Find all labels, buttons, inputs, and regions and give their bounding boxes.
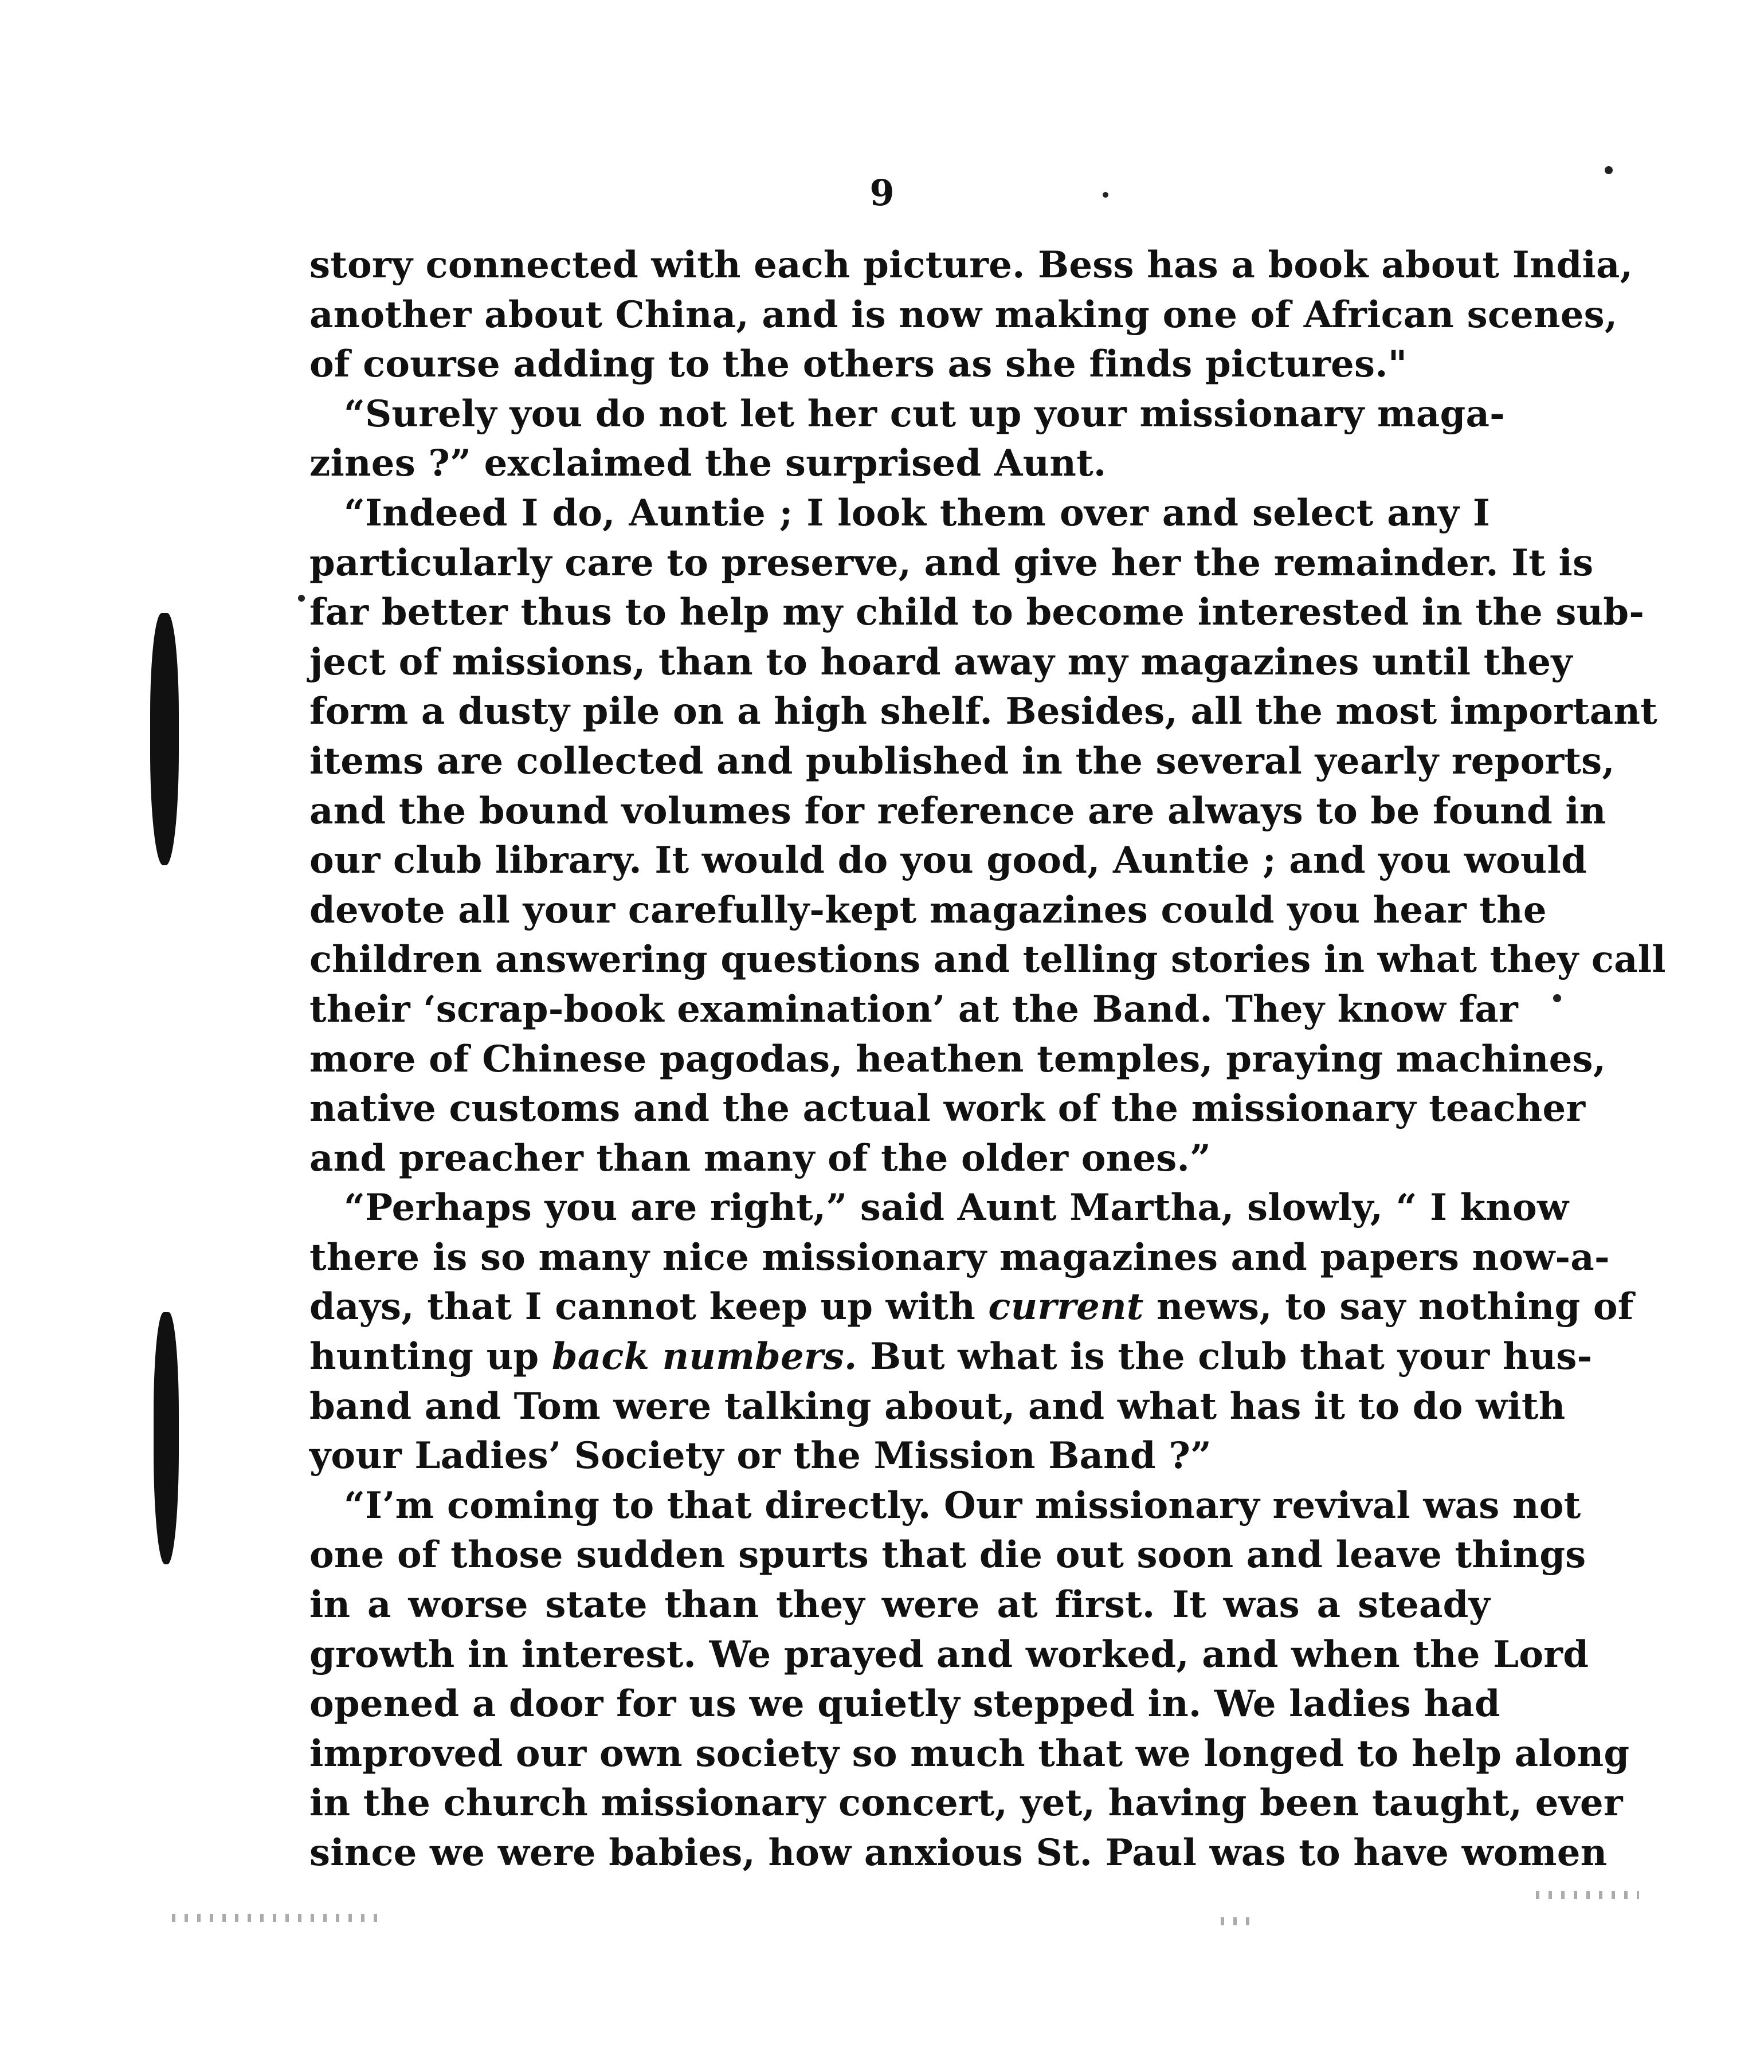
text-line: particularly care to preserve, and give her the remainder. It is (309, 541, 1594, 584)
text-line: and preacher than many of the older ones.” (309, 1136, 1211, 1180)
text-line: “Perhaps you are right,” said Aunt Martha, slowly, “ I know (344, 1186, 1569, 1230)
text-line: far better thus to help my child to become interested in the sub- (309, 591, 1645, 634)
text-line: opened a door for us we quietly stepped in. We ladies had (309, 1682, 1500, 1726)
text-line: growth in interest. We prayed and worked, and when the Lord (309, 1633, 1589, 1676)
text-line: in a worse state than they were at first. It was a steady (309, 1583, 1490, 1627)
text-line: band and Tom were talking about, and what has it to do with (309, 1384, 1566, 1428)
text-line: more of Chinese pagodas, heathen temples, praying machines, (309, 1037, 1606, 1081)
binding-mark-lower (154, 1312, 179, 1564)
text-line: zines ?” exclaimed the surprised Aunt. (309, 442, 1107, 485)
text-line: “Indeed I do, Auntie ; I look them over and select any I (344, 491, 1490, 535)
text-line: form a dusty pile on a high shelf. Besides, all the most important (309, 690, 1657, 733)
scan-speck (1103, 192, 1108, 198)
text-line: their ‘scrap-book examination’ at the Band. They know far (309, 987, 1518, 1031)
text-line: story connected with each picture. Bess has a book about India, (309, 244, 1633, 287)
text-span: days, that I cannot keep up with (309, 1285, 989, 1329)
scan-speck (298, 595, 305, 602)
italic-text: current (988, 1285, 1144, 1329)
text-line: our club library. It would do you good, Auntie ; and you would (309, 839, 1587, 882)
scan-speck (1605, 166, 1613, 174)
text-line: since we were babies, how anxious St. Paul was to have women (309, 1831, 1608, 1874)
text-line: children answering questions and telling stories in what they call (309, 938, 1666, 982)
text-span: But what is the club that your hus- (857, 1335, 1593, 1379)
text-line: “I’m coming to that directly. Our missionary revival was not (344, 1484, 1581, 1527)
text-line: devote all your carefully-kept magazines could you hear the (309, 888, 1547, 932)
page-number: 9 (869, 172, 895, 214)
scan-dust (172, 1914, 378, 1922)
italic-text: back numbers. (551, 1335, 857, 1379)
scan-dust (1536, 1891, 1639, 1899)
text-line: and the bound volumes for reference are always to be found in (309, 789, 1606, 833)
binding-mark-upper (150, 613, 179, 865)
text-span: news, to say nothing of (1143, 1285, 1634, 1329)
text-line: your Ladies’ Society or the Mission Band ?” (309, 1434, 1212, 1478)
text-line: there is so many nice missionary magazines and papers now-a- (309, 1235, 1610, 1279)
text-line: of course adding to the others as she finds pictures." (309, 343, 1408, 386)
body-text (309, 241, 1666, 1878)
text-line (309, 1282, 1634, 1332)
scan-speck (1553, 994, 1561, 1002)
text-line: one of those sudden spurts that die out soon and leave things (309, 1533, 1586, 1577)
text-line: native customs and the actual work of the missionary teacher (309, 1087, 1586, 1131)
text-line (309, 1332, 1593, 1382)
text-line: another about China, and is now making one of African scenes, (309, 293, 1618, 336)
text-line: “Surely you do not let her cut up your missionary maga- (344, 392, 1505, 435)
text-line: ject of missions, than to hoard away my magazines until they (309, 640, 1573, 684)
text-line: items are collected and published in the several yearly reports, (309, 739, 1615, 783)
scan-dust (1221, 1917, 1255, 1925)
text-line: improved our own society so much that we longed to help along (309, 1732, 1630, 1775)
text-span: hunting up (309, 1335, 552, 1379)
text-line: in the church missionary concert, yet, having been taught, ever (309, 1781, 1623, 1825)
